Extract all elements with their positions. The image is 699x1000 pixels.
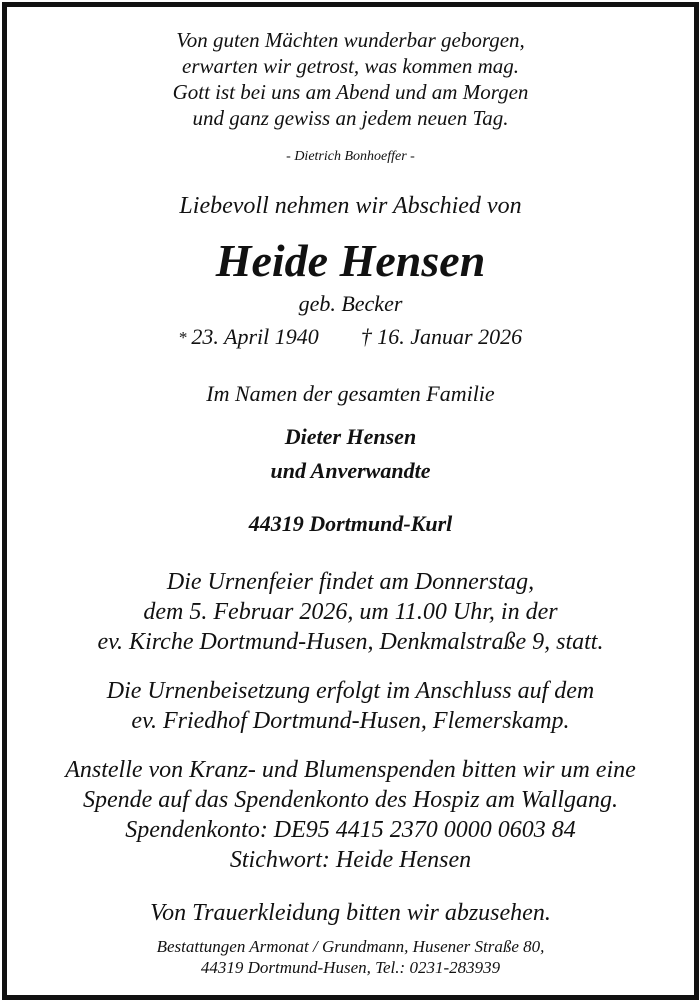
family-intro: Im Namen der gesamten Familie — [206, 381, 495, 406]
family-member: und Anverwandte — [270, 458, 431, 483]
clothing-note: Von Trauerkleidung bitten wir abzusehen. — [150, 900, 551, 926]
ceremony-line: dem 5. Februar 2026, um 11.00 Uhr, in der — [143, 599, 558, 625]
ceremony-line: ev. Kirche Dortmund-Husen, Denkmalstraße 9, statt. — [97, 629, 604, 655]
poem-line: und ganz gewiss an jedem neuen Tag. — [192, 106, 509, 130]
donation-line: Spende auf das Spendenkonto des Hospiz am Wallgang. — [82, 787, 619, 813]
ceremony-info — [7, 567, 694, 657]
life-dates — [7, 323, 694, 352]
poem-author: - Dietrich Bonhoeffer - — [286, 149, 415, 164]
poem-line: Gott ist bei uns am Abend und am Morgen — [172, 80, 529, 104]
poem — [7, 27, 694, 131]
deceased-name: Heide Hensen — [215, 235, 486, 286]
poem-line: Von guten Mächten wunderbar geborgen, — [176, 28, 525, 52]
burial-line: ev. Friedhof Dortmund-Husen, Flemerskamp. — [131, 708, 570, 734]
birth-date: 23. April 1940 — [191, 324, 319, 349]
family-city: 44319 Dortmund-Kurl — [248, 511, 453, 536]
burial-info — [7, 676, 694, 736]
burial-line: Die Urnenbeisetzung erfolgt im Anschluss auf dem — [106, 678, 595, 704]
ceremony-line: Die Urnenfeier findet am Donnerstag, — [166, 569, 535, 595]
undertaker-line: Bestattungen Armonat / Grundmann, Husener Straße 80, — [156, 937, 545, 956]
poem-line: erwarten wir getrost, was kommen mag. — [182, 54, 519, 78]
donation-info — [7, 755, 694, 875]
family-member: Dieter Hensen — [284, 424, 417, 449]
family-members — [7, 420, 694, 488]
undertaker-info — [7, 936, 694, 978]
donation-line: Spendenkonto: DE95 4415 2370 0000 0603 84 — [125, 817, 576, 843]
death-date: † 16. Januar 2026 — [360, 324, 523, 349]
obituary-notice — [2, 2, 699, 1000]
birth-name: geb. Becker — [298, 291, 403, 316]
farewell-heading: Liebevoll nehmen wir Abschied von — [179, 193, 522, 219]
donation-line: Anstelle von Kranz- und Blumenspenden bitten wir um eine — [65, 757, 636, 783]
birth-symbol: * — [178, 328, 188, 347]
donation-line: Stichwort: Heide Hensen — [229, 847, 472, 873]
undertaker-line: 44319 Dortmund-Husen, Tel.: 0231-283939 — [200, 958, 501, 977]
